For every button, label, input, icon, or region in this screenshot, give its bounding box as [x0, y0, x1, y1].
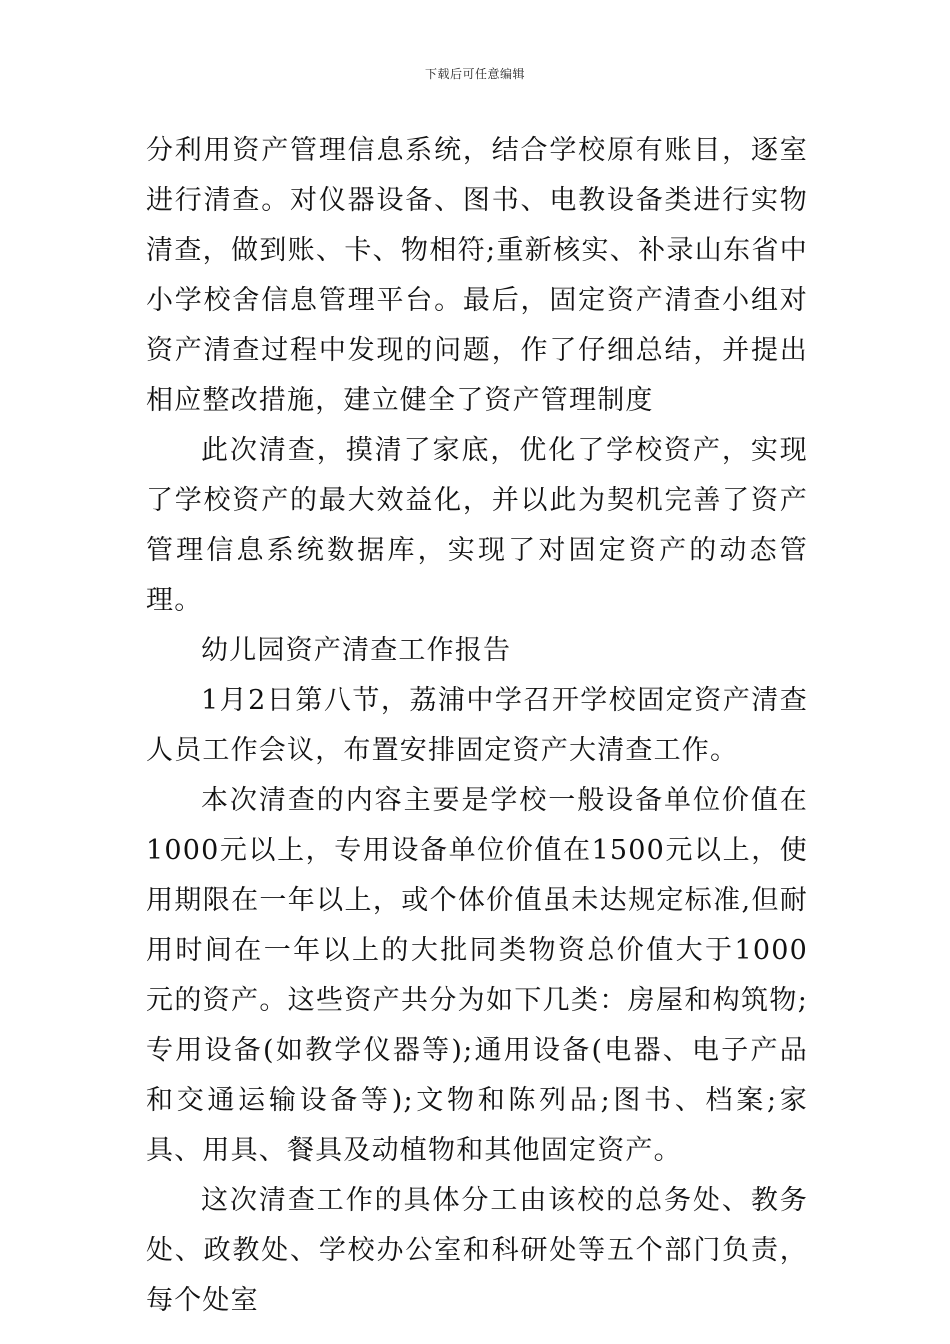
paragraph-clearing-result: 此次清查，摸清了家底，优化了学校资产，实现了学校资产的最大效益化，并以此为契机完善了资产管理信息系统数据库，实现了对固定资产的动态管理。 — [146, 435, 808, 616]
document-body — [146, 126, 808, 1326]
paragraph-clearing-scope: 本次清查的内容主要是学校一般设备单位价值在1000元以上，专用设备单位价值在1500元以上，使用期限在一年以上，或个体价值虽未达规定标准,但耐用时间在一年以上的大批同类物资总价值大于1000元的资产。这些资产共分为如下几类：房屋和构筑物;专用设备(如教学仪器等);通用设备(电器、电子产品和交通运输设备等);文物和陈列品;图书、档案;家具、用具、餐具及动植物和其他固定资产。 — [146, 785, 808, 1166]
paragraph-asset-system: 分利用资产管理信息系统，结合学校原有账目，逐室进行清查。对仪器设备、图书、电教设备类进行实物清查，做到账、卡、物相符;重新核实、补录山东省中小学校舍信息管理平台。最后，固定资产清查小组对资产清查过程中发现的问题，作了仔细总结，并提出相应整改措施，建立健全了资产管理制度 — [146, 135, 808, 416]
section-heading-kindergarten-report: 幼儿园资产清查工作报告 — [201, 635, 512, 666]
page-header: 下载后可任意编辑 — [424, 67, 525, 81]
paragraph-division-of-work: 这次清查工作的具体分工由该校的总务处、教务处、政教处、学校办公室和科研处等五个部门负责，每个处室 — [146, 1185, 808, 1316]
paragraph-meeting: 1月2日第八节，荔浦中学召开学校固定资产清查人员工作会议，布置安排固定资产大清查工作。 — [146, 685, 808, 766]
